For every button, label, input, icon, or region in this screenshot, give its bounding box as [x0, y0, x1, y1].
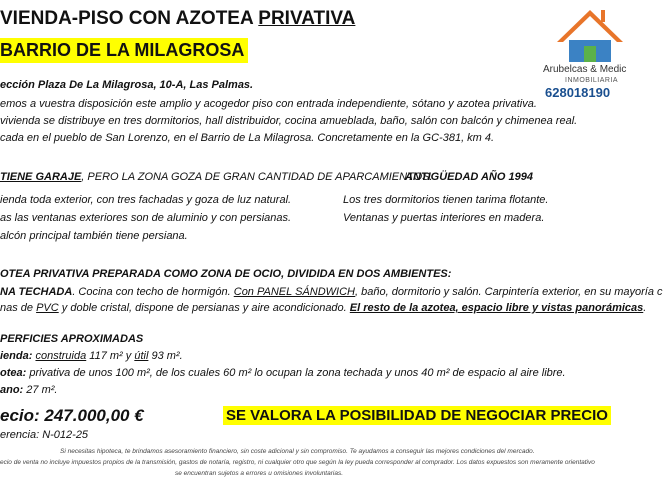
intro-line-3: cada en el pueblo de San Lorenzo, en el Barrio de La Milagrosa. Concretamente en la GC-381, km 4. — [0, 132, 495, 144]
subtitle-highlight: BARRIO DE LA MILAGROSA — [0, 38, 248, 63]
azotea-surface-text: privativa de unos 100 m², de los cuales 60 m² lo ocupan la zona techada y unos 40 m² de espacio al aire libre. — [26, 367, 566, 379]
vivienda-line — [0, 350, 183, 362]
title-underlined: PRIVATIVA — [258, 8, 356, 29]
azotea-line2-b: y doble cristal, dispone de persianas y aire acondicionado. — [58, 302, 350, 314]
panel-sandwich: Con PANEL SÁNDWICH — [233, 286, 355, 298]
sotano-label: ano: — [0, 384, 24, 396]
footer-line-1: Si necesitas hipoteca, te brindamos asesoramiento financiero, sin coste adicional y sin compromiso. Te ayudamos a conseguir las mejores condiciones del mercado. — [60, 448, 535, 455]
vivienda-label: ienda: — [0, 350, 33, 362]
garage-rest: , PERO LA ZONA GOZA DE GRAN CANTIDAD DE APARCAMIENTOS. — [81, 171, 433, 183]
intro-line-2: vivienda se distribuye en tres dormitorios, hall distribuidor, cocina amueblada, baño, salón con balcón y chimenea real. — [0, 115, 578, 127]
garage-line — [0, 171, 433, 183]
footer-line-3: se encuentran sujetos a errores u omisiones involuntarias. — [175, 470, 344, 477]
feature-left-1: ienda toda exterior, con tres fachadas y goza de luz natural. — [0, 194, 292, 206]
page-title — [0, 8, 355, 30]
azotea-surface-label: otea: — [0, 367, 27, 379]
title-prefix: VIENDA-PISO CON AZOTEA — [0, 8, 259, 29]
vivienda-const-val: 117 m² y — [86, 350, 135, 362]
feature-left-3: alcón principal también tiene persiana. — [0, 230, 188, 242]
vivienda-const: construida — [35, 350, 87, 362]
pvc-text: PVC — [36, 302, 59, 314]
sotano-text: 27 m². — [23, 384, 58, 396]
vivienda-util-val: 93 m². — [148, 350, 183, 362]
reference: erencia: N-012-25 — [0, 429, 89, 441]
azotea-line-2 — [0, 302, 646, 314]
no-garage: TIENE GARAJE — [0, 171, 82, 183]
antiquity: ANTIGÜEDAD AÑO 1994 — [405, 171, 533, 183]
sotano-line — [0, 384, 57, 396]
negotiate-banner: SE VALORA LA POSIBILIDAD DE NEGOCIAR PRECIO — [223, 406, 611, 425]
techada-label: NA TECHADA — [0, 286, 73, 298]
footer-line-2: ecio de venta no incluye impuestos propios de la transmisión, gastos de notaría, registro, ni cualquier otro que según la ley pueda corresponder al comprador. Los datos expuestos son meramente orientativo — [0, 459, 595, 466]
techada-text-2: , baño, dormitorio y salón. Carpintería exterior, en su mayoría c — [355, 286, 663, 298]
azotea-line2-a: nas de — [0, 302, 37, 314]
address: ección Plaza De La Milagrosa, 10-A, Las Palmas. — [0, 79, 254, 91]
feature-right-1: Los tres dormitorios tienen tarima flotante. — [343, 194, 549, 206]
house-logo-icon — [545, 4, 635, 66]
azotea-rest: El resto de la azotea, espacio libre y vistas panorámicas — [349, 302, 644, 314]
logo-subline: INMOBILIARIA — [565, 77, 619, 84]
feature-right-2: Ventanas y puertas interiores en madera. — [343, 212, 545, 224]
price: ecio: 247.000,00 € — [0, 406, 144, 425]
logo-brand: Arubelcas & Medic — [543, 64, 627, 75]
vivienda-util: útil — [134, 350, 149, 362]
intro-line-1: emos a vuestra disposición este amplio y acogedor piso con entrada independiente, sótano y azotea privativa. — [0, 98, 537, 110]
azotea-surface-line — [0, 367, 566, 379]
superficies-heading: PERFICIES APROXIMADAS — [0, 333, 144, 345]
azotea-line-1 — [0, 286, 663, 298]
feature-left-2: as las ventanas exteriores son de aluminio y con persianas. — [0, 212, 292, 224]
azotea-line2-end: . — [643, 302, 647, 314]
company-logo — [545, 4, 635, 100]
azotea-heading: OTEA PRIVATIVA PREPARADA COMO ZONA DE OCIO, DIVIDIDA EN DOS AMBIENTES: — [0, 268, 452, 280]
logo-phone: 628018190 — [545, 85, 611, 100]
techada-text-1: . Cocina con techo de hormigón. — [72, 286, 234, 298]
